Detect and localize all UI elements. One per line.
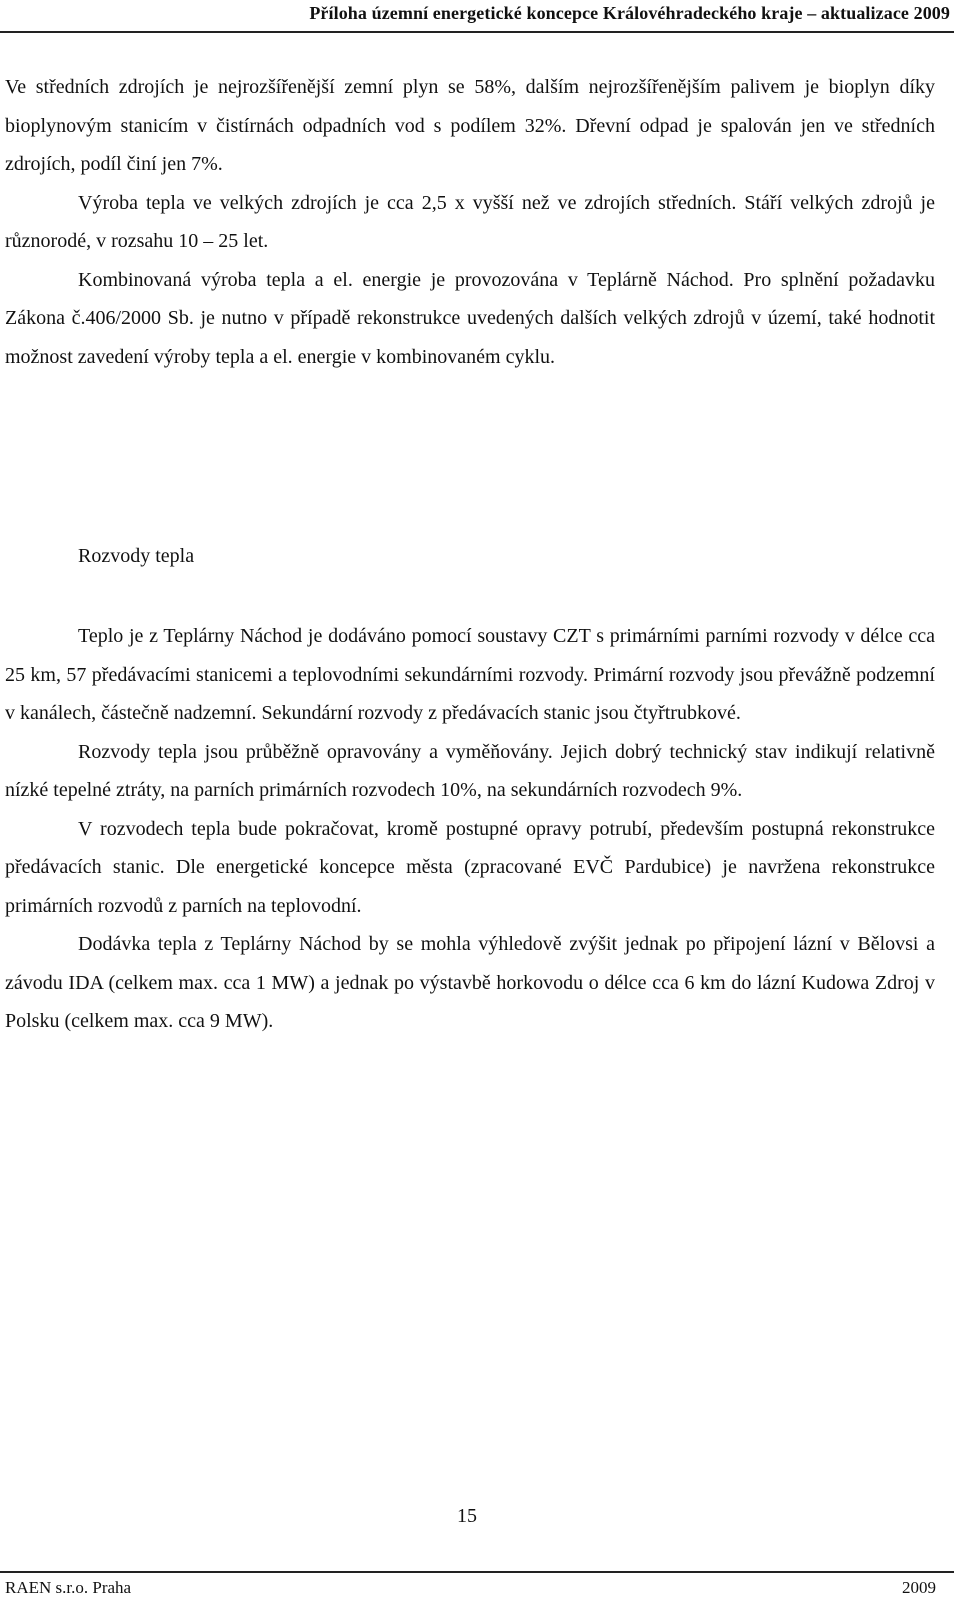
text-block-sources [5, 68, 935, 376]
footer-company: RAEN s.r.o. Praha [5, 1578, 132, 1597]
footer-divider [0, 1571, 954, 1573]
paragraph-czt-system: Teplo je z Teplárny Náchod je dodáváno pomocí soustavy CZT s primárními parními rozvody v délce cca 25 km, 57 předávacími stanicemi a teplovodními sekundárními rozvody. Primární rozvody jsou převážně podzemní v kanálech, částečně nadzemní. Sekundární rozvody z předávacích stanic jsou čtyřtrubkové. [5, 625, 935, 724]
paragraph-large-sources: Výroba tepla ve velkých zdrojích je cca 2,5 x vyšší než ve zdrojích středních. Stáří velkých zdrojů je různorodé, v rozsahu 10 – 25 let. [5, 191, 935, 252]
paragraph-reconstruction: V rozvodech tepla bude pokračovat, kromě postupné opravy potrubí, především postupná rekonstrukce předávacích stanic. Dle energetické koncepce města (zpracované EVČ Pardubice) je navržena rekonstrukce primárních rozvodů z parních na teplovodní. [5, 817, 935, 917]
footer-year: 2009 [902, 1578, 936, 1597]
section-heading-heat-distribution: Rozvody tepla [78, 545, 195, 567]
page-number: 15 [457, 1505, 477, 1527]
page-header-title: Příloha územní energetické koncepce Královéhradeckého kraje – aktualizace 2009 [309, 3, 950, 23]
header-divider [0, 31, 954, 33]
paragraph-cogeneration: Kombinovaná výroba tepla a el. energie je provozována v Teplárně Náchod. Pro splnění požadavku Zákona č.406/2000 Sb. je nutno v případě rekonstrukce uvedených dalších velkých zdrojů v území, také hodnotit možnost zavedení výroby tepla a el. energie v kombinovaném cyklu. [5, 268, 935, 368]
paragraph-medium-sources: Ve středních zdrojích je nejrozšířenější zemní plyn se 58%, dalším nejrozšířenějším palivem je bioplyn díky bioplynovým stanicím v čistírnách odpadních vod s podílem 32%. Dřevní odpad je spalován jen ve středních zdrojích, podíl činí jen 7%. [5, 76, 935, 175]
paragraph-future-supply: Dodávka tepla z Teplárny Náchod by se mohla výhledově zvýšit jednak po připojení lázní v Bělovsi a závodu IDA (celkem max. cca 1 MW) a jednak po výstavbě horkovodu o délce cca 6 km do lázní Kudowa Zdroj v Polsku (celkem max. cca 9 MW). [5, 933, 935, 1032]
text-block-distribution [5, 617, 935, 1041]
paragraph-maintenance: Rozvody tepla jsou průběžně opravovány a vyměňovány. Jejich dobrý technický stav indikují relativně nízké tepelné ztráty, na parních primárních rozvodech 10%, na sekundárních rozvodech 9%. [5, 740, 935, 801]
